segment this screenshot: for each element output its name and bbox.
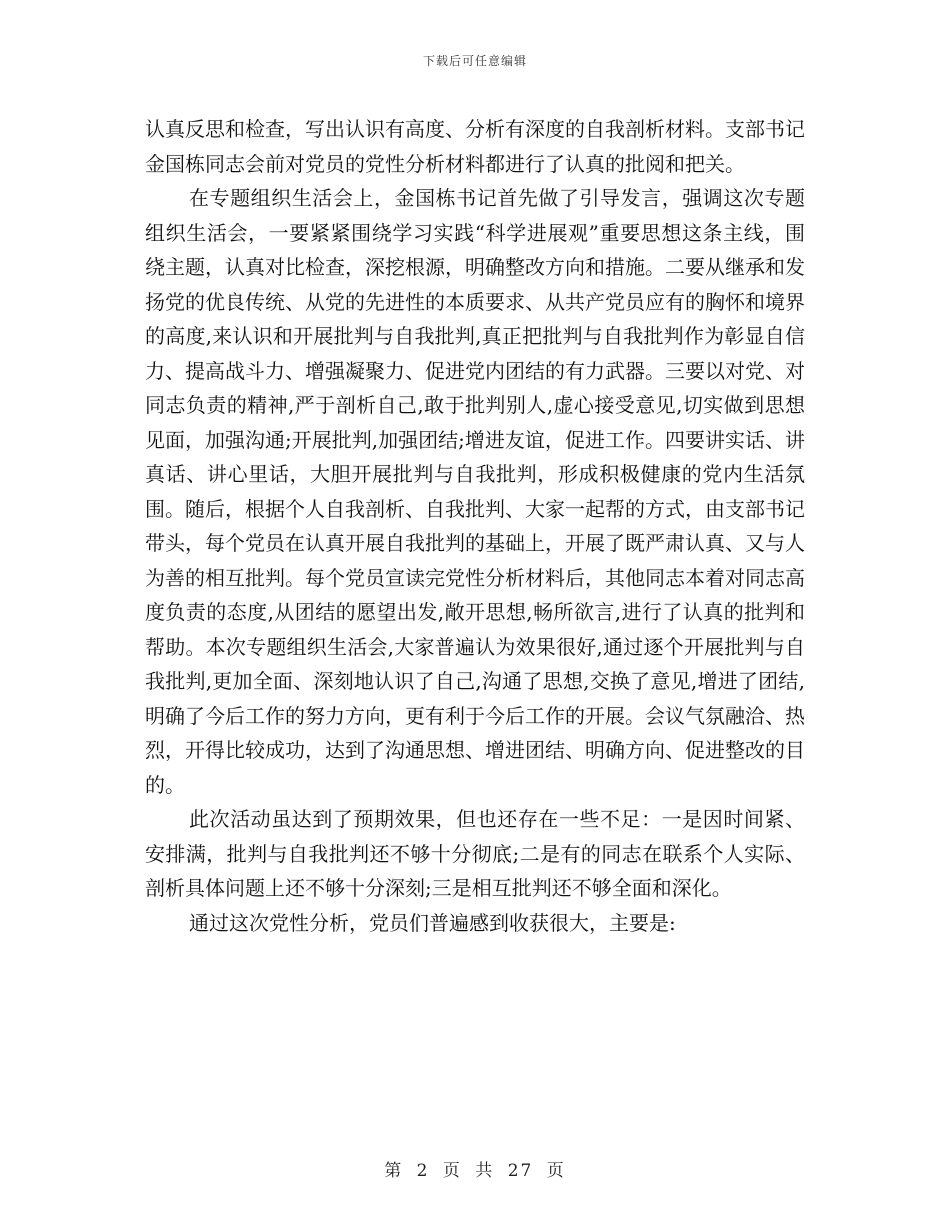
paragraph-continuation: 认真反思和检查，写出认识有高度、分析有深度的自我剖析材料。支部书记金国栋同志会前对党员的党性分析材料都进行了认真的批阅和把关。 xyxy=(145,117,805,176)
paragraph-meeting-summary: 在专题组织生活会上，金国栋书记首先做了引导发言，强调这次专题组织生活会，一要紧紧围绕学习实践“科学进展观”重要思想这条主线，围绕主题，认真对比检查，深挖根源，明确整改方向和措施。二要从继承和发扬党的优良传统、从党的先进性的本质要求、从共产党员应有的胸怀和境界的高度,来认识和开展批判与自我批判,真正把批判与自我批判作为彰显自信力、提高战斗力、增强凝聚力、促进党内团结的有力武器。三要以对党、对同志负责的精神,严于剖析自己,敢于批判别人,虚心接受意见,切实做到思想见面，加强沟通;开展批判,加强团结;增进友谊，促进工作。四要讲实话、讲真话、讲心里话，大胆开展批判与自我批判，形成积极健康的党内生活氛围。随后，根据个人自我剖析、自我批判、大家一起帮的方式，由支部书记带头，每个党员在认真开展自我批判的基础上，开展了既严肃认真、又与人为善的相互批判。每个党员宣读完党性分析材料后，其他同志本着对同志高度负责的态度,从团结的愿望出发,敞开思想,畅所欲言,进行了认真的批判和帮助。本次专题组织生活会,大家普遍认为效果很好,通过逐个开展批判与自我批判,更加全面、深刻地认识了自己,沟通了思想,交换了意见,增进了团结,明确了今后工作的努力方向，更有利于今后工作的开展。会议气氛融洽、热烈，开得比较成功，达到了沟通思想、增进团结、明确方向、促进整改的目的。 xyxy=(145,186,805,797)
paragraph-gains-intro: 通过这次党性分析，党员们普遍感到收获很大，主要是: xyxy=(189,910,676,935)
page-footer: 第 2 页 共 27 页 xyxy=(384,1161,566,1181)
page-header: 下载后可任意编辑 xyxy=(422,54,527,68)
paragraph-shortcomings: 此次活动虽达到了预期效果，但也还存在一些不足：一是因时间紧、安排满，批判与自我批判还不够十分彻底;二是有的同志在联系个人实际、剖析具体问题上还不够十分深刻;三是相互批判还不够全面和深化。 xyxy=(145,807,805,900)
document-body xyxy=(145,112,805,940)
